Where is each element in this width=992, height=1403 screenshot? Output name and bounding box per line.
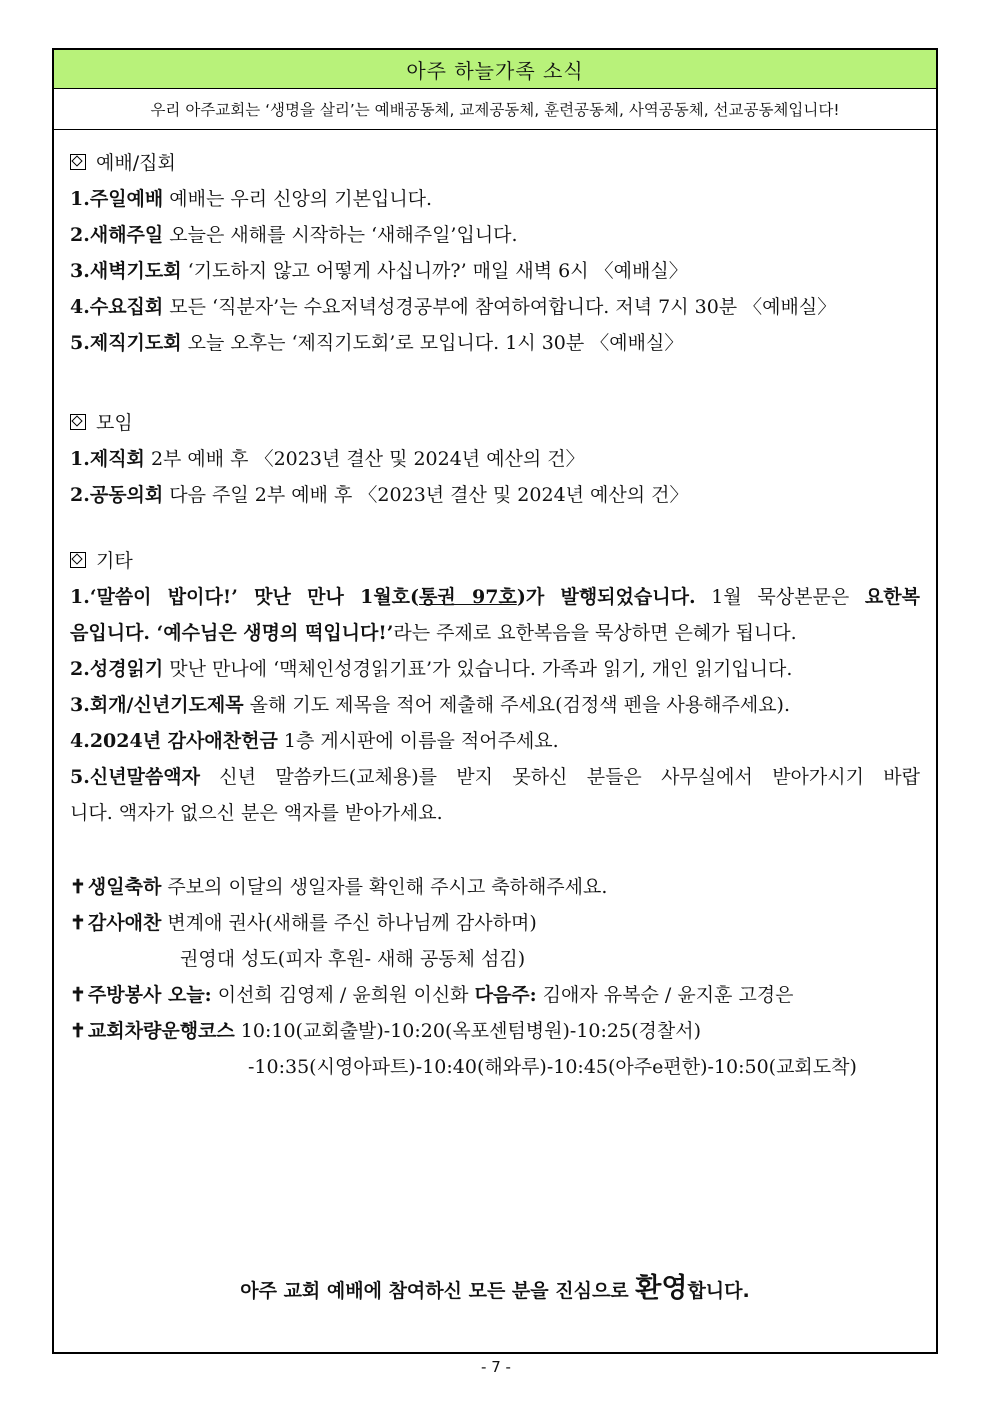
etc-item-2: 2.성경읽기 맛난 만나에 ‘맥체인성경읽기표’가 있습니다. 가족과 읽기, 개인 읽기입니다.: [70, 658, 793, 680]
etc-item-5-line-2: 니다. 액자가 없으신 분은 액자를 받아가세요.: [70, 802, 443, 824]
church-motto: 우리 아주교회는 ‘생명을 살리’는 예배공동체, 교제공동체, 훈련공동체, 사역공동체, 선교공동체입니다!: [54, 89, 936, 130]
notice-bus: ✝ 교회차량운행코스 10:10(교회출발)-10:20(옥포센텀병원)-10:25(경찰서): [70, 1020, 701, 1042]
bulletin-frame: [52, 48, 938, 1354]
worship-item-5: 5.제직기도회 오늘 오후는 ‘제직기도회’로 모입니다. 1시 30분 〈예배실〉: [70, 332, 684, 354]
worship-item-1: 1.주일예배 예배는 우리 신앙의 기본입니다.: [70, 188, 433, 210]
section-heading-worship: 예배/집회: [70, 150, 176, 176]
diamond-box-icon: [70, 414, 86, 430]
diamond-box-icon: [70, 552, 86, 568]
notice-kitchen: ✝ 주방봉사 오늘: 이선희 김영제 / 윤희원 이신화 다음주: 김애자 유복순 / 윤지훈 고경은: [70, 984, 794, 1006]
section-heading-etc: 기타: [70, 548, 133, 574]
cross-icon: ✝: [70, 984, 86, 1006]
diamond-box-icon: [70, 154, 86, 170]
cross-icon: ✝: [70, 912, 86, 934]
meeting-item-1: 1.제직회 2부 예배 후 〈2023년 결산 및 2024년 예산의 건〉: [70, 448, 585, 470]
bulletin-title: 아주 하늘가족 소식: [54, 50, 936, 89]
cross-icon: ✝: [70, 1020, 86, 1042]
closing-message: 아주 교회 예배에 참여하신 모든 분을 진심으로 환영합니다.: [240, 1273, 750, 1304]
section-heading-meetings: 모임: [70, 410, 133, 436]
worship-item-2: 2.새해주일 오늘은 새해를 시작하는 ‘새해주일’입니다.: [70, 224, 518, 246]
worship-item-4: 4.수요집회 모든 ‘직분자’는 수요저녁성경공부에 참여하여합니다. 저녁 7시 30분 〈예배실〉: [70, 296, 837, 318]
cross-icon: ✝: [70, 876, 86, 898]
notice-thanks-line-2: 권영대 성도(피자 후원- 새해 공동체 섬김): [180, 948, 526, 970]
notice-thanks: ✝ 감사애찬 변계애 권사(새해를 주신 하나님께 감사하며): [70, 912, 537, 934]
meeting-item-2: 2.공동의회 다음 주일 2부 예배 후 〈2023년 결산 및 2024년 예산의 건〉: [70, 484, 689, 506]
worship-item-3: 3.새벽기도회 ‘기도하지 않고 어떻게 사십니까?’ 매일 새벽 6시 〈예배실〉: [70, 260, 688, 282]
notice-birthday: ✝ 생일축하 주보의 이달의 생일자를 확인해 주시고 축하해주세요.: [70, 876, 608, 898]
etc-item-3: 3.회개/신년기도제목 올해 기도 제목을 적어 제출해 주세요(검정색 펜을 사용해주세요).: [70, 694, 790, 716]
etc-item-4: 4.2024년 감사애찬헌금 1층 게시판에 이름을 적어주세요.: [70, 730, 559, 752]
etc-item-1-line-2: 음입니다. ‘예수님은 생명의 떡입니다!’라는 주제로 요한복음을 묵상하면 은혜가 됩니다.: [70, 622, 797, 644]
page-number: - 7 -: [481, 1358, 511, 1376]
etc-item-5-line-1: 5.신년말씀액자 신년 말씀카드(교체용)를 받지 못하신 분들은 사무실에서 받아가시기 바랍: [70, 766, 920, 788]
etc-item-1-line-1: 1.‘말씀이 밥이다!’ 맛난 만나 1월호(통권 97호)가 발행되었습니다. 1월 묵상본문은 요한복: [70, 586, 920, 608]
notice-bus-line-2: -10:35(시영아파트)-10:40(해와루)-10:45(아주e편한)-10:50(교회도착): [248, 1056, 857, 1078]
